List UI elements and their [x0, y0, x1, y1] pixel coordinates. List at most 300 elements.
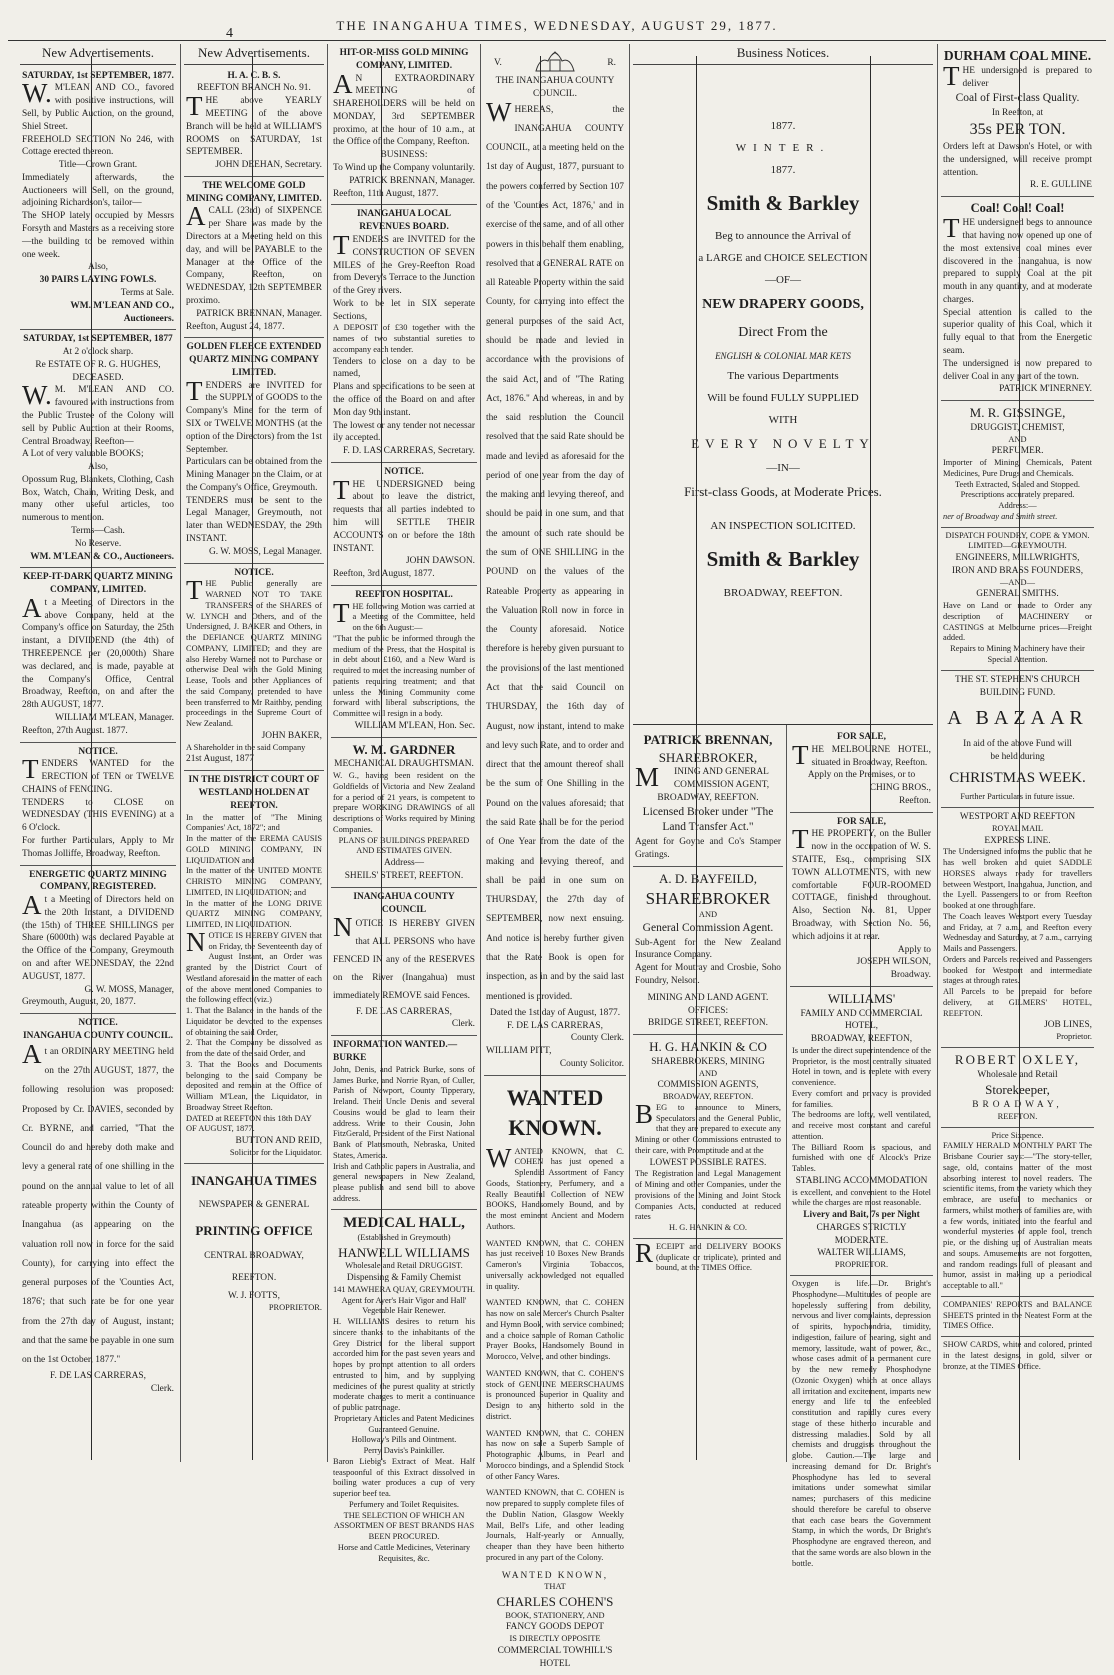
ad-apply: For further Particulars, Apply to Mr Thomas Jolliffe, Broadway, Reefton.	[22, 835, 174, 859]
column-5a	[633, 728, 783, 1462]
ad-markets: ENGLISH & COLONIAL MAR KETS	[715, 351, 851, 362]
ad-signature: WILLIAM M'LEAN, Hon. Sec.	[354, 720, 475, 731]
ad-body: NOTICE IS HEREBY GIVEN that on Friday, the Seventeenth day of August Instant, an Order was granted by the District Court of Westland aforesaid in the matter of each of the above mentioned Companies to the following effect (viz.)	[186, 926, 322, 1005]
ad-apply: Apply to	[897, 944, 931, 955]
ad-line: EXPRESS LINE.	[984, 835, 1051, 846]
ad-wind: To Wind up the Company voluntarily.	[333, 163, 475, 174]
ad-clerk: Clerk.	[150, 1384, 174, 1395]
ad-plans: Plans and specifications to be seen at the office of the Board on and after Mon day 9th instant.	[333, 382, 475, 418]
column-heading: New Advertisements.	[20, 44, 176, 65]
ad-signature: JOHN DAWSON.	[405, 556, 475, 567]
column-6	[941, 44, 1094, 1462]
ad-mining: MINING AND LAND AGENT.	[647, 992, 769, 1003]
ad-subtitle: LIMITED—GREYMOUTH.	[968, 541, 1067, 551]
ad-parcels: All Parcels to be prepaid for before delivery, at GILMERS' HOTEL, REEFTON.	[943, 987, 1092, 1018]
ad-signature: JOHN DEEHAN, Secretary.	[215, 160, 322, 171]
ad-body: W. G., having been resident on the Goldfields of Victoria and New Zealand for a period of 21 years, is competent to prepare WORKING DRAWINGS of all descriptions of Works required by Mining Companies.	[333, 771, 475, 834]
ad-smiths: GENERAL SMITHS.	[976, 589, 1059, 600]
ad-time: At 2 o'clock sharp.	[62, 347, 134, 358]
ad-title: GOLDEN FLEECE EXTENDED QUARTZ MINING COMPANY LIMITED.	[186, 342, 322, 378]
ad-clerk: Clerk.	[451, 1019, 475, 1030]
ad-signature: WM. M'LEAN & CO., Auctioneers.	[30, 551, 174, 562]
goods-tender	[184, 338, 324, 563]
ad-address: BROADWAY,	[972, 1100, 1063, 1111]
ad-paragraph: WANTED KNOWN, that C. COHEN is now prepared to supply complete files of the Dublin Nation, Glasgow Weekly Mail, Bell's Life, and other leading Journals, Half-yearly or Annually, cheaper than they have been hitherto procured in any part of the Colony.	[486, 1488, 624, 1562]
ad-body: THE Public generally are WARNED NOT TO TAKE TRANSFERS of the SHARES of W. LYNCH and Others, and of the Undersigned, J. BAKER and Others, in the DEFIANCE QUARTZ MINING COMPANY, LIMITED; and they are also Hereby Warned not to Purchase or otherwise Deal with the Gold Mining Lease, Tools and other Appliances of the said Company, pretended to have been transferred to Mr Raithby, pending proceedings in the Supreme Court of New Zealand.	[186, 575, 322, 729]
ad-item: 2. That the Company be dissolved as from the date of the said Order, and	[186, 1038, 322, 1059]
ad-signature: R. E. GULLINE	[1030, 180, 1092, 191]
ad-signature-2: Solicitor for the Liquidator.	[229, 1147, 322, 1157]
drapery-ad	[633, 67, 933, 604]
ad-title: ENERGETIC QUARTZ MINING COMPANY, REGISTERED.	[29, 869, 167, 893]
ad-winter: WINTER.	[735, 141, 831, 154]
reports-ad	[941, 1297, 1094, 1337]
ad-title: FOR SALE,	[837, 816, 886, 827]
ad-horse: Horse and Cattle Medicines, Veterinary Requisites, &c.	[337, 1542, 471, 1563]
ad-title: MEDICAL HALL,	[343, 1214, 465, 1231]
ad-body: H. WILLIAMS desires to return his sincere thanks to the inhabitants of the Grey District for the liberal support accorded him for the past seven years and hopes by prompt attention to all orders entrusted to him, and by supplying medicines of the purest quality at strictly moderate charges to merit a continuance of public patronage.	[333, 1317, 475, 1413]
ad-name: Smith & Barkley	[706, 190, 860, 215]
ad-paragraph: WANTED KNOWN, that C. COHEN'S stock of GENUINE MEERSCHAUMS is pronounced Superior in Quality and Design to any hitherto sold in the district.	[486, 1368, 624, 1421]
ad-subtitle: FAMILY AND COMMERCIAL	[800, 1008, 923, 1019]
ad-lot: A Lot of very valuable BOOKS;	[22, 449, 144, 460]
road-tender	[331, 205, 477, 463]
column-rule	[180, 44, 181, 1462]
ad-body: MINING AND GENERAL COMMISSION AGENT,	[635, 762, 770, 793]
ad-proprietary: Proprietary Articles and Patent Medicines Guaranteed Genuine.	[333, 1413, 474, 1434]
fold-crease	[870, 56, 871, 1460]
ad-special: Special attention is called to the superior quality of this Coal, which it fully equal to that from the Energetic seam.	[943, 307, 1092, 357]
column-rule	[937, 44, 938, 1462]
fold-crease	[1019, 56, 1020, 1460]
ad-estate: Re ESTATE OF R. G. HUGHES, DECEASED.	[35, 359, 161, 383]
ad-trade: SHAREBROKER,	[658, 749, 758, 765]
ad-title: THE WELCOME GOLD MINING COMPANY, LIMITED.	[186, 180, 322, 204]
ad-title: WESTPORT AND REEFTON	[959, 812, 1076, 823]
ad-also-2: Also,	[87, 262, 109, 273]
coal-ad	[941, 197, 1094, 401]
ad-name: M. R. GISSINGE,	[969, 405, 1066, 421]
ad-lowest: LOWEST POSSIBLE RATES.	[649, 1157, 767, 1168]
column-3	[331, 44, 477, 1563]
ad-signature: BUTTON AND REID,	[235, 1136, 322, 1147]
ad-title-line: Title—Crown Grant.	[58, 160, 138, 171]
ad-deliver: The undersigned is now prepared to deliver Coal in any part of the town.	[943, 358, 1092, 382]
ad-address: BROADWAY, REEFTON.	[723, 586, 843, 599]
ad-body: The Undersigned informs the public that he has well broken and quiet SADDLE HORSES always ready for travellers between Westport, Inangahua, Junction, and the Lyell. Passengers to or from Reefton booked at one through fare.	[943, 847, 1092, 911]
ad-body: AN EXTRAORDINARY MEETING of SHAREHOLDERS will be held on MONDAY, 3rd SEPTEMBER proximo, at the hour of 10 a.m., at the Office of the Company, Reefton.	[333, 68, 475, 148]
ad-commercial: COMMERCIAL TOWHILL'S HOTEL	[497, 1645, 613, 1669]
ad-and: —AND—	[1000, 577, 1035, 587]
ad-branch: REEFTON BRANCH No. 91.	[197, 83, 311, 94]
ad-importer: Importer of Mining Chemicals, Patent Medicines, Pure Drugs and Chemicals.	[943, 458, 1092, 478]
ad-title: INANGAHUA COUNTY COUNCIL	[353, 891, 455, 915]
ad-price: 35s PER TON.	[969, 121, 1066, 139]
ad-goods: NEW DRAPERY GOODS,	[702, 297, 864, 313]
wanted-known-ad	[484, 1076, 626, 1675]
ad-quote: "That the public be informed through the medium of the Press, that the Hospital is in debt about £160, and a New Ward is required to meet the increasing number of patients requiring treatment; and that unless the Mining Community come forward with liberal subscriptions, the Committee will resign in a body.	[333, 633, 475, 719]
auction-notice	[20, 67, 176, 331]
ad-date: Reefton, 27th August. 1877.	[22, 725, 128, 736]
ad-particulars: Particulars can be obtained from the Mining Manager on the Claim, or at the Company's Office, Greymouth.	[186, 457, 322, 493]
ad-trade: SHAREBROKERS, MINING	[651, 1056, 765, 1067]
property-for-sale	[790, 813, 933, 987]
crest-row	[486, 47, 624, 75]
ad-aid: In aid of the above Fund will	[963, 739, 1072, 750]
ad-name: HANWELL WILLIAMS	[338, 1244, 470, 1260]
ad-paragraph: WANTED KNOWN, that C. COHEN has just opened a Splendid Assortment of Fancy Goods, Stationery, Perfumery, and a Really Beautiful Collection of NEW BOOKS, Handsomely Bound, and by the most eminent Ancient and Modern Authors.	[486, 1142, 624, 1231]
ad-title: KEEP-IT-DARK QUARTZ MINING COMPANY, LIMITED.	[23, 572, 173, 596]
sharebroker-ad	[633, 1035, 783, 1239]
ad-address: Broadway.	[890, 970, 931, 981]
call-notice	[184, 177, 324, 338]
ad-name: A. D. BAYFEILD,	[658, 870, 758, 886]
dividend-notice	[20, 568, 176, 742]
ad-first: First-class Goods, at Moderate Prices.	[684, 484, 882, 500]
ad-title: DISPATCH FOUNDRY, COPE & YMON.	[945, 530, 1090, 540]
ad-body: TENDERS WANTED for the ERECTION of TEN or TWELVE CHAINS of FENCING.	[22, 754, 174, 795]
ad-large: a LARGE and CHOICE SELECTION	[698, 252, 868, 265]
ad-name: PATRICK BRENNAN,	[643, 732, 773, 747]
ad-agent: Agent for Ayer's Hair Vigor and Hall' Vegetable Hair Renewer.	[341, 1295, 467, 1316]
ad-hotel: HOTEL,	[844, 1021, 879, 1032]
ad-subtitle: MECHANICAL DRAUGHTSMAN.	[334, 759, 474, 770]
ad-signature: F. DE LAS CARRERAS,	[356, 1006, 452, 1017]
ad-date: SATURDAY, 1st SEPTEMBER, 1877	[23, 334, 173, 345]
ad-orders: Orders left at Dawson's Hotel, or with the undersigned, will receive prompt attention.	[943, 142, 1092, 178]
fold-crease	[696, 56, 697, 1460]
ad-body: Have on Land or made to Order any description of MACHINERY or CASTINGS at Melbourne prices—Freight added.	[943, 601, 1092, 643]
ad-signature: W. J. FOTTS,	[227, 1291, 280, 1302]
ad-signature: JOSEPH WILSON,	[856, 957, 931, 968]
ad-address: 141 MAWHERA QUAY, GREYMOUTH.	[333, 1284, 475, 1294]
ad-prescriptions: Prescriptions accurately prepared.	[960, 490, 1075, 500]
ad-supplied: Will be found FULLY SUPPLIED	[707, 392, 859, 405]
ad-matter: In the matter of the LONG DRIVE QUARTZ MINING COMPANY, LIMITED, IN LIQUIDATION.	[186, 898, 322, 930]
ad-year: 1877.	[770, 119, 796, 132]
ad-text: RECEIPT and DELIVERY BOOKS (duplicate or triplicate), printed and bound, at the TIMES Office.	[635, 1237, 781, 1273]
ad-title: IN THE DISTRICT COURT OF WESTLAND HOLDEN AT REEFTON.	[188, 775, 320, 811]
ad-body: THE undersigned begs to announce that having now opened up one of the most extensive coal mines ever discovered in the Inangahua, is now prepared to supply Coal at the pit mouth in any quantity, and at moderate charges.	[943, 213, 1092, 305]
ad-every: EVERY NOVELTY	[691, 436, 875, 452]
ad-title: NOTICE.	[78, 746, 118, 757]
family-herald-ad	[941, 1128, 1094, 1297]
ad-in: —IN—	[766, 462, 800, 475]
ad-departments: The various Departments	[727, 370, 839, 383]
ad-title: INANGAHUA LOCAL REVENUES BOARD.	[356, 209, 452, 233]
ad-and: AND	[698, 910, 718, 920]
ad-subtitle: ROYAL MAIL	[991, 823, 1044, 833]
ad-orders: Orders and Parcels received and Passengers booked for Westport and intermediate stages at through rates.	[943, 954, 1092, 986]
branch-meeting	[184, 67, 324, 177]
ad-engineers: ENGINEERS, MILLWRIGHTS, IRON AND BRASS FOUNDERS,	[951, 553, 1084, 576]
column-5-top	[633, 44, 933, 724]
column-heading: Business Notices.	[633, 44, 933, 65]
ad-subagent: Sub-Agent for the New Zealand Insurance Company.	[635, 937, 781, 961]
medical-hall-ad	[331, 1210, 477, 1569]
ad-body: W.M. M'LEAN AND CO. favoured with instructions from the Public Trustee of the Colony will sell by Public Auction at their Rooms, Central Broadway, Reefton—	[22, 380, 174, 447]
fold-crease	[381, 56, 382, 1460]
reserves-notice	[331, 888, 477, 1036]
ad-title: DURHAM COAL MINE.	[943, 48, 1092, 63]
ad-line: CENTRAL BROADWAY,	[204, 1250, 304, 1261]
ad-trade: Wholesale and Retail	[977, 1069, 1058, 1080]
column-rule	[327, 44, 328, 1462]
ad-license: Licensed Broker under "The Land Transfer Act."	[642, 805, 774, 834]
ad-apply: Apply on the Premises, or to	[807, 770, 916, 781]
ad-further: Further Particulars in future issue.	[960, 792, 1075, 802]
ad-solicitor-name: WILLIAM PITT,	[486, 1046, 552, 1057]
ad-signature: F. DE LAS CARRERAS,	[50, 1371, 146, 1382]
ad-agent: Agent for Goyne and Co's Stamper Gratings.	[635, 836, 781, 860]
ad-work: Work to be let in SIX seperate Sections,	[333, 298, 475, 322]
ad-reserve: No Reserve.	[74, 538, 122, 549]
ad-bridge: BRIDGE STREET, REEFTON.	[648, 1018, 768, 1029]
ad-line: INANGAHUA TIMES	[191, 1172, 317, 1188]
ad-of: —OF—	[764, 274, 802, 287]
ad-also: Immediately afterwards, the Auctioneers will Sell, on the ground, adjoining Richardson's, tailor—	[22, 172, 174, 209]
ad-trade: Wholesale and Retail DRUGGIST.	[345, 1261, 463, 1271]
mail-line-ad	[941, 808, 1094, 1048]
ad-signature: H. G. HANKIN & CO.	[669, 1223, 747, 1233]
ad-name: CHARLES COHEN'S	[496, 1594, 614, 1610]
ad-shop: The SHOP lately occupied by Messrs Forsyth and Masters as a receiving store—the building to be removed within one week.	[22, 211, 174, 260]
ad-title: INFORMATION WANTED.—BURKE	[333, 1040, 458, 1063]
column-1	[20, 44, 176, 1462]
ad-price: Price Sixpence.	[991, 1130, 1044, 1140]
ad-body: Is under the direct superintendence of the Proprietor, is the most centrally situated Hotel in town, and is replete with every convenience.	[792, 1045, 931, 1088]
sharebroker-ad	[633, 728, 783, 867]
column-5b	[790, 728, 933, 1568]
ad-perry: Perry Davis's Painkiller.	[363, 1446, 445, 1456]
ad-in: In Reefton, at	[991, 107, 1044, 118]
ad-matter: In the matter of the UNITED MONTE CHRISTO MINING COMPANY, LIMITED, IN LIQUIDATION; and	[186, 866, 322, 897]
ad-text: COMPANIES' REPORTS and BALANCE SHEETS printed in the Neatest Form at the TIMES Office.	[943, 1299, 1092, 1331]
ad-signature: WM. M'LEAN AND CO., Auctioneers.	[70, 300, 174, 324]
ad-dated: Dated the 1st day of August, 1877.	[489, 1007, 621, 1018]
ad-line: PRINTING OFFICE	[195, 1223, 313, 1238]
district-court-notice	[184, 771, 324, 1163]
county-rate-notice	[484, 44, 626, 1076]
ad-title: H. A. C. B. S.	[227, 70, 281, 81]
ad-body: TENDERS are INVITED for the CONSTRUCTION OF SEVEN MILES of the Grey-Reefton Road from Devery's Terrace to the Junction of the Grey rivers.	[333, 229, 475, 297]
ad-selection: THE SELECTION OF WHICH AN ASSORTMEN OF BEST BRANDS HAS BEEN PROCURED.	[333, 1510, 475, 1542]
column-2	[184, 44, 324, 1462]
ad-beg: Beg to announce the Arrival of	[715, 230, 851, 243]
ad-name: H. G. HANKIN & CO	[649, 1039, 767, 1055]
page-header	[0, 0, 1114, 40]
ad-close: Tenders to close on a day to be named,	[333, 356, 475, 380]
ad-date: SATURDAY, 1st SEPTEMBER, 1877.	[22, 70, 174, 81]
ad-terms: Terms—Cash.	[71, 526, 125, 537]
ad-holloway: Holloway's Pills and Ointment.	[351, 1435, 457, 1445]
ad-subtitle: BUILDING FUND.	[979, 687, 1056, 698]
ad-body: At a Meeting of Directors in the above Company, held at the Company's office on Saturday, the 25th instant, a DIVIDEND (the 4th) of THREEPENCE per (20,000th) Share was declared, and is made, payable at the Company's Office, Central Broadway, Reefton, on and after the 28th AUGUST, 1877.	[22, 592, 174, 711]
ad-charges: CHARGES STRICTLY MODERATE.	[816, 1222, 907, 1246]
fold-crease	[252, 56, 253, 1460]
ad-repairs: Repairs to Mining Machinery have their Special Attention.	[950, 644, 1085, 664]
council-rate-notice	[20, 1014, 176, 1400]
ad-title: THE ST. STEPHEN'S CHURCH	[955, 674, 1080, 685]
ad-body: ACALL (23rd) of SIXPENCE per Share was made by the Directors at a Meeting held on this day, and will be PAYABLE to the Manager at the Office of the Company, Reefton, on WEDNESDAY, 12th SEPTEMBER proximo.	[186, 201, 322, 306]
ad-year: 1877.	[770, 163, 796, 176]
ad-body: FAMILY HERALD MONTHLY PART The Brisbane Courier says:—"The story-teller, sage, old, contains matter of the most absorbing interest to novel readers. The scientific items, from the variety which they embrace, are useful to mechanics or farmers, whilst mothers of families are, with a few words, initiated into the fearful and wonderful mysteries of apple fool, trench pie, or the dishing up of Australian meats and soups. Amusements are not forgotten, and random readings full of pleasant and humor, assist in making up a periodical acceptable to all."	[943, 1141, 1092, 1291]
show-cards-ad	[941, 1337, 1094, 1376]
ad-signature: F. D. LAS CARRERAS, Secretary.	[343, 446, 475, 457]
storekeeper-ad	[941, 1048, 1094, 1128]
ad-direct: Direct From the	[738, 325, 828, 341]
ad-lowest: The lowest or any tender not necessar ily accepted.	[333, 420, 475, 444]
column-rule	[786, 725, 787, 1462]
ad-matter: In the matter of the EREMA CAUSIS GOLD MINING COMPANY, IN LIQUIDATION and	[186, 834, 322, 865]
ad-teeth: Teeth Extracted, Scaled and Stopped.	[955, 479, 1080, 489]
ad-address: BROADWAY, REEFTON.	[657, 792, 759, 803]
ad-billiard: The Billiard Room is spacious, and furnished with one of Alcock's Prize Tables.	[792, 1142, 931, 1174]
extraordinary-meeting	[331, 44, 477, 205]
transfer-warning	[184, 564, 324, 772]
ad-line: REEFTON.	[231, 1273, 277, 1284]
hotel-for-sale	[790, 728, 933, 813]
ad-name: ROBERT OXLEY,	[954, 1052, 1081, 1068]
ad-body: THE PROPERTY, on the Buller now in the occupation of W. S. STAITE, Esq., comprising SIX TOWN ALLOTMENTS, with new comfortable FOUR-ROOMED COTTAGE, finished throughout. Also, Section No. 81, Upper Broadway, with Section No. 56, which adjoins it at rear.	[792, 824, 931, 942]
ad-also: Also,	[87, 462, 109, 473]
ad-address-label: Address—	[383, 858, 425, 869]
ad-body: THE undersigned is prepared to deliver	[943, 61, 1092, 92]
column-heading: New Advertisements.	[184, 44, 324, 65]
ad-body: John, Denis, and Patrick Burke, sons of James Burke, and Norrie Ryan, of Culler, Parish of Newport, County Tipperary, Ireland. Their Uncle Denis and several Cousins would be glad to learn their address. Write to their Cousin, John FitzGerald, President of the First National Bank of Plattsmouth, Nebraska, United States, America.	[333, 1064, 475, 1160]
ad-wanted: WANTED KNOWN,	[501, 1570, 609, 1581]
ad-council: INANGAHUA COUNTY COUNCIL.	[23, 1030, 173, 1041]
ad-close: TENDERS to CLOSE on WEDNESDAY (THIS EVENING) at a 6 O'clock.	[22, 797, 174, 834]
dividend-notice	[20, 866, 176, 1015]
ad-stabling: STABLING ACCOMMODATION	[795, 1175, 928, 1186]
ad-body: THE MELBOURNE HOTEL, situated in Broadway, Reefton.	[792, 739, 931, 770]
ad-proprietor: PROPRIETOR.	[834, 1260, 889, 1270]
ad-and: AND	[698, 1068, 718, 1078]
ad-date: 21st August, 1877	[186, 754, 254, 765]
ad-item: 3. That the Books and Documents belonging to the said Company be deposited and remain at the Office of William M'Lean, the Liquidator, in Broadway Street Reefton.	[186, 1059, 322, 1112]
draughtsman-ad	[331, 738, 477, 888]
ad-perfumery: Perfumery and Toilet Requisites.	[349, 1499, 459, 1509]
ad-item: 1. That the Balance in the hands of the Liquidator be devoted to the expenses of obtaining the said Order,	[186, 1006, 322, 1037]
ad-dated: DATED at REEFTON this 18th DAY OF AUGUST, 1877.	[186, 1113, 312, 1134]
ad-title: THE INANGAHUA COUNTY COUNCIL.	[495, 76, 615, 99]
ad-date: Reefton, 3rd August, 1877.	[333, 569, 435, 580]
ad-inspection: AN INSPECTION SOLICITED.	[710, 520, 856, 533]
ad-with: WITH	[768, 414, 798, 427]
ad-body: At an ORDINARY MEETING held on the 27th AUGUST, 1877, the following resolution was proposed: Proposed by Cr. DAVIES, seconded by Cr. BYRNE, and carried, "That the Council do and hereby doth make and levy a general rate of one shilling in the pound on the annual value to let of all rateable property within the County of Inangahua (as appearing on the valuation roll now in force for the said County), for carrying into effect the general purposes of the 'Counties Act, 1876'; that such rate be for one year from the 27th day of August, instant; and that the same be payable in one sum on the 1st October, 1877."	[22, 1038, 174, 1366]
ad-paragraph: WANTED KNOWN, that C. COHEN has just received 10 Boxes New Brands Cameron's Virginia Tobaccos, universally acknowledged not equalled in quality.	[486, 1238, 624, 1291]
foundry-ad	[941, 528, 1094, 671]
ad-name: WILLIAMS'	[827, 990, 896, 1006]
column-rule	[629, 44, 630, 1462]
ad-title: REEFTON HOSPITAL.	[355, 589, 453, 600]
page-number: 4	[226, 26, 233, 41]
accounts-notice	[331, 463, 477, 586]
ad-title: FOR SALE,	[837, 732, 886, 742]
column-rule	[480, 44, 481, 1462]
ad-date: Reefton, 11th August, 1877.	[333, 188, 439, 199]
ad-signature: F. DE LAS CARRERAS,	[507, 1020, 603, 1031]
header-rule	[8, 40, 1106, 41]
ad-bedrooms: The bedrooms are lofty, well ventilated, and receive most constant and careful attention.	[792, 1110, 931, 1141]
ad-trade: SHAREBROKER	[645, 889, 771, 909]
sharebroker-ad	[633, 867, 783, 1036]
receipt-books-ad	[633, 1239, 783, 1278]
ad-section: FREEHOLD SECTION No 246, with Cottage erected thereon.	[22, 134, 174, 158]
fold-crease	[91, 56, 92, 1460]
ad-signature: WILLIAM M'LEAN, Manager.	[55, 712, 174, 723]
ad-signature: G. W. MOSS, Legal Manager.	[208, 546, 322, 557]
ad-commission: COMMISSION AGENTS,	[657, 1080, 759, 1091]
ad-name-2: Smith & Barkley	[706, 547, 860, 572]
ad-coal: Coal of First-class Quality.	[955, 91, 1080, 104]
ad-matter: In the matter of "The Mining Companies' Act, 1872"; and	[186, 812, 322, 833]
ad-irish: Irish and Catholic papers in Australia, and general newspapers in New Zealand, please publish and send bill to above address.	[333, 1161, 475, 1203]
ad-title: NOTICE.	[234, 567, 274, 578]
ad-title: HIT-OR-MISS GOLD MINING COMPANY, LIMITED.	[339, 48, 469, 71]
ad-line: NEWSPAPER & GENERAL	[198, 1200, 310, 1211]
ad-address: BROADWAY, REEFTON.	[662, 1092, 754, 1102]
ad-plans: PLANS OF BUILDINGS PREPARED AND ESTIMATES GIVEN.	[338, 835, 470, 856]
ad-body: NOTICE IS HEREBY GIVEN that ALL PERSONS who have FENCED IN any of the RESERVES on the River (Inangahua) must immediately REMOVE said Fences.	[333, 912, 475, 1001]
ad-body: At a Meeting of Directors held on the 20th Instant, a DIVIDEND (the 15th) of THREE SHILLINGS per Share (6000th) was declared Payable at the Office of the Company, Greymouth on and after WEDNESDAY, the 22nd AUGUST, 1877.	[22, 890, 174, 982]
estate-auction	[20, 330, 176, 568]
crest-letter: V.	[494, 57, 502, 68]
ad-signature: WALTER WILLIAMS,	[817, 1248, 906, 1259]
crest-letter: R.	[607, 57, 616, 68]
ad-book: BOOK, STATIONERY, AND	[505, 1610, 605, 1620]
ad-body: BEG to announce to Miners, Speculators and the General Public, that they are prepared to execute any Mining or other Commissions entrusted to their care, with Promptitude and at the	[635, 1098, 781, 1155]
ad-title: W. M. GARDNER	[352, 741, 456, 757]
ad-terms: Terms at Sale.	[120, 287, 174, 298]
ad-general: General Commission Agent.	[642, 922, 774, 935]
ad-perfumer: PERFUMER.	[991, 446, 1044, 457]
phosphodyne-ad	[790, 1276, 933, 1573]
ad-comfort: Every comfort and privacy is provided for families.	[792, 1088, 931, 1109]
ad-liebig: Baron Liebig's Extract of Meat. Half teaspoonful of this Extract dissolved in boiling water produces a cup of very superior beef tea.	[333, 1456, 475, 1499]
ad-address: BROADWAY, REEFTON,	[810, 1034, 913, 1045]
printing-office-ad	[184, 1164, 324, 1318]
ad-title: NOTICE.	[384, 466, 424, 477]
ad-date: Reefton, August 24, 1877.	[186, 321, 285, 332]
ad-fowls: 30 PAIRS LAYING FOWLS.	[39, 275, 157, 286]
ad-clerk: County Clerk.	[570, 1033, 624, 1044]
ad-body: THE UNDERSIGNED being about to leave the district, requests that all parties indebted to him will SETTLE THEIR ACCOUNTS on or before the 18th INSTANT.	[333, 474, 475, 554]
ad-signature: PATRICK M'INERNEY.	[999, 384, 1092, 395]
hospital-notice	[331, 586, 477, 738]
ad-signature: PATRICK BRENNAN, Manager.	[196, 308, 322, 319]
ad-title: Coal! Coal! Coal!	[970, 201, 1065, 216]
ad-signature: CHING BROS.,	[869, 783, 931, 794]
fencing-tender	[20, 743, 176, 866]
ad-place: Reefton.	[898, 795, 931, 806]
ad-fancy: FANCY GOODS DEPOT	[506, 1622, 604, 1633]
ad-opposite: IS DIRECTLY OPPOSITE	[509, 1634, 601, 1644]
ad-title: NOTICE.	[78, 1018, 118, 1029]
ad-agent: Agent for Moutray and Crosbie, Soho Foundry, Nelson.	[635, 963, 781, 986]
ad-text: SHOW CARDS, white and colored, printed in the latest designs, in gold, silver or bronze, at the TIMES Office.	[943, 1340, 1092, 1371]
ad-signature: JOB LINES,	[1044, 1020, 1092, 1031]
section-rule	[633, 724, 933, 725]
ad-established: (Established in Greymouth)	[357, 1232, 451, 1242]
ad-and: AND	[1008, 434, 1027, 444]
ad-trade: DRUGGIST, CHEMIST,	[970, 422, 1065, 433]
ad-items: Opossum Rug, Blankets, Clothing, Cash Box, Watch, Chain, Writing Desk, and many other useful articles, too numerous to mention.	[22, 474, 174, 524]
ad-body: THE above YEARLY MEETING of the above Branch will be held at WILLIAM'S ROOMS on SATURDAY, 1st SEPTEMBER.	[186, 91, 322, 158]
ad-title: WANTED KNOWN.	[506, 1084, 604, 1140]
ad-body: THE following Motion was carried at a Meeting of the Committee, held on the 6th August:—	[333, 597, 475, 633]
